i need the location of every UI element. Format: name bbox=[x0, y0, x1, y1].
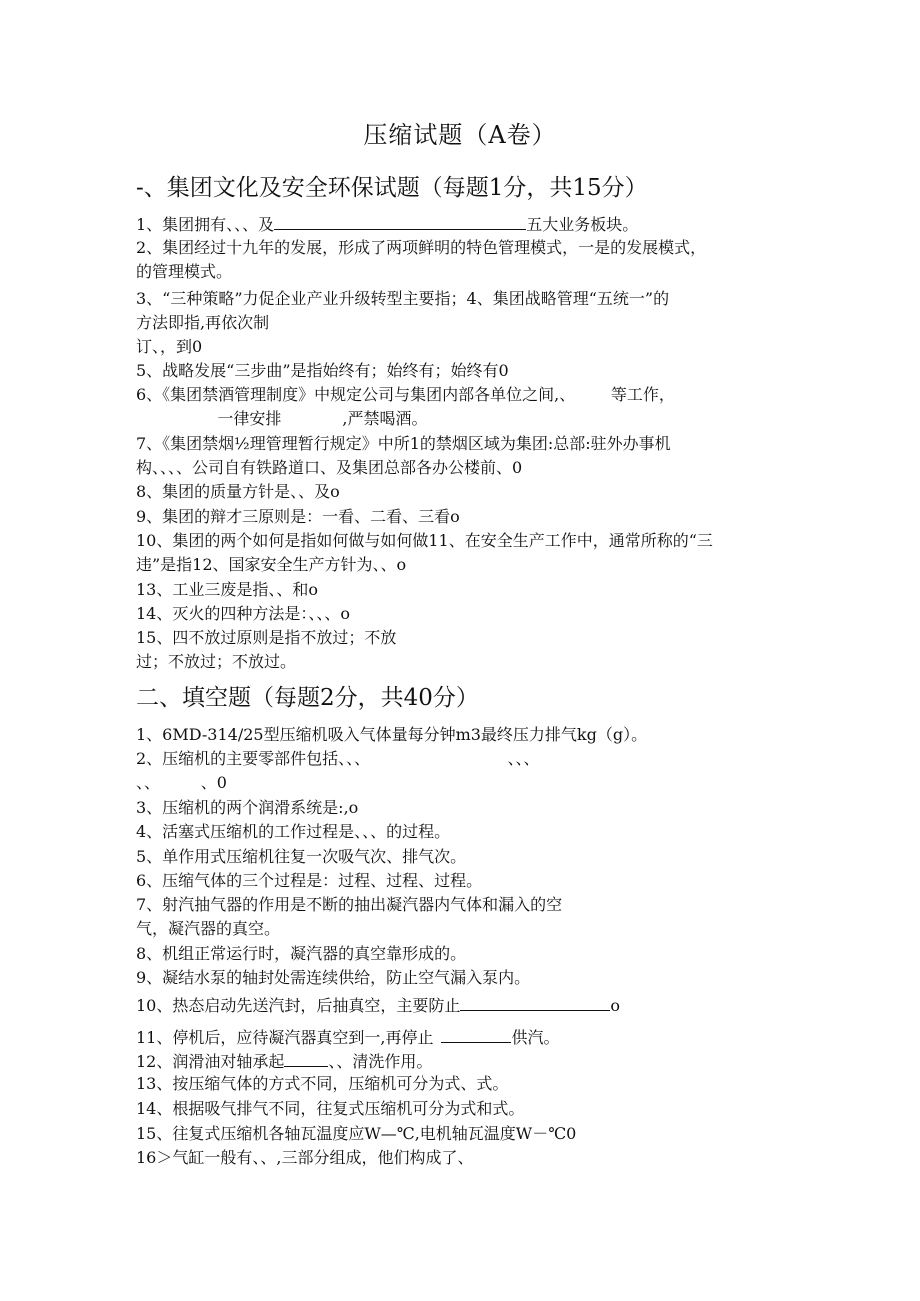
s2-question-2: 2、压缩机的主要零部件包括、、、 、、、 bbox=[136, 749, 540, 768]
s2-question-11 bbox=[136, 1025, 559, 1049]
s1-question-2-cont: 的管理模式。 bbox=[136, 262, 233, 281]
s2-question-9: 9、凝结水泵的轴封处需连续供给，防止空气漏入泵内。 bbox=[136, 968, 531, 987]
s1-question-7-cont: 构、、、、公司自有铁路道口、及集团总部各办公楼前、0 bbox=[136, 458, 523, 477]
section-1-heading: -、集团文化及安全环保试题（每题1分，共15分） bbox=[136, 175, 648, 201]
s1-question-3: 3、“三种策略”力促企业产业升级转型主要指；4、集团战略管理“五统一”的 bbox=[136, 289, 670, 308]
s1-question-9: 9、集团的辩才三原则是：一看、二看、三看o bbox=[136, 507, 460, 526]
s2-question-6: 6、压缩气体的三个过程是：过程、过程、过程。 bbox=[136, 871, 483, 890]
s1-question-7: 7、《集团禁烟½理管理暂行规定》中所1的禁烟区域为集团:总部:驻外办事机 bbox=[136, 434, 671, 453]
section-2-heading: 二、填空题（每题2分，共40分） bbox=[136, 685, 479, 711]
s1-question-6-cont: 一律安排 ,严禁喝酒。 bbox=[136, 409, 428, 428]
question-text: 11、停机后，应待凝汽器真空到一,再停止 bbox=[136, 1028, 434, 1047]
answer-blank[interactable] bbox=[284, 1049, 328, 1067]
s2-question-12 bbox=[136, 1049, 432, 1073]
s2-question-16: 16＞气缸一般有、、,三部分组成，他们构成了、 bbox=[136, 1148, 474, 1167]
s2-question-1: 1、6MD-314/25型压缩机吸入气体量每分钟m3最终压力排气kg（g）。 bbox=[136, 725, 648, 744]
s1-question-5: 5、战略发展“三步曲”是指始终有；始终有；始终有0 bbox=[136, 361, 509, 380]
answer-blank[interactable] bbox=[274, 212, 526, 230]
s2-question-7: 7、射汽抽气器的作用是不断的抽出凝汽器内气体和漏入的空 bbox=[136, 895, 563, 914]
question-text: 、、清洗作用。 bbox=[328, 1052, 433, 1071]
s2-question-13: 13、按压缩气体的方式不同，压缩机可分为式、式。 bbox=[136, 1074, 509, 1093]
s2-question-10 bbox=[136, 993, 620, 1017]
s1-question-1 bbox=[136, 212, 638, 236]
question-text: 1、集团拥有、、、及 bbox=[136, 215, 275, 234]
s2-question-14: 14、根据吸气排气不同，往复式压缩机可分为式和式。 bbox=[136, 1099, 525, 1118]
question-text: 五大业务板块。 bbox=[526, 215, 639, 234]
s2-question-8: 8、机组正常运行时，凝汽器的真空靠形成的。 bbox=[136, 944, 467, 963]
s1-question-10-cont: 违”是指12、国家安全生产方针为、、o bbox=[136, 555, 407, 574]
s1-question-6: 6、《集团禁酒管理制度》中规定公司与集团内部各单位之间,、 等工作， bbox=[136, 385, 675, 404]
answer-blank[interactable] bbox=[460, 993, 610, 1011]
s2-question-4: 4、活塞式压缩机的工作过程是、、、的过程。 bbox=[136, 822, 451, 841]
question-text: o bbox=[610, 996, 621, 1015]
s1-question-2: 2、集团经过十九年的发展，形成了两项鲜明的特色管理模式，一是的发展模式， bbox=[136, 238, 707, 257]
s1-question-14: 14、灭火的四种方法是：、、、o bbox=[136, 604, 350, 623]
s2-question-7-cont: 气，凝汽器的真空。 bbox=[136, 919, 281, 938]
question-text: 10、热态启动先送汽封，后抽真空，主要防止 bbox=[136, 996, 461, 1015]
s1-question-8: 8、集团的质量方针是、、及o bbox=[136, 482, 340, 501]
s1-question-15: 15、四不放过原则是指不放过；不放 bbox=[136, 628, 397, 647]
question-text: 供汽。 bbox=[511, 1028, 560, 1047]
answer-blank[interactable] bbox=[441, 1025, 511, 1043]
s2-question-5: 5、单作用式压缩机往复一次吸气次、排气次。 bbox=[136, 847, 467, 866]
s2-question-15: 15、往复式压缩机各轴瓦温度应W—℃,电机轴瓦温度W－℃0 bbox=[136, 1124, 577, 1143]
s1-question-10: 10、集团的两个如何是指如何做与如何做11、在安全生产工作中，通常所称的“三 bbox=[136, 531, 713, 550]
s1-question-3-cont: 方法即指,再依次制 bbox=[136, 313, 270, 332]
question-text: 12、润滑油对轴承起 bbox=[136, 1052, 285, 1071]
s1-question-3-cont2: 订、，到0 bbox=[136, 337, 203, 356]
s1-question-13: 13、工业三废是指、、和o bbox=[136, 580, 318, 599]
s1-question-15-cont: 过；不放过；不放过。 bbox=[136, 652, 297, 671]
s2-question-3: 3、压缩机的两个润滑系统是:,o bbox=[136, 798, 359, 817]
s2-question-2-cont: 、、 、0 bbox=[136, 773, 227, 792]
exam-title: 压缩试题（A卷） bbox=[363, 121, 557, 149]
